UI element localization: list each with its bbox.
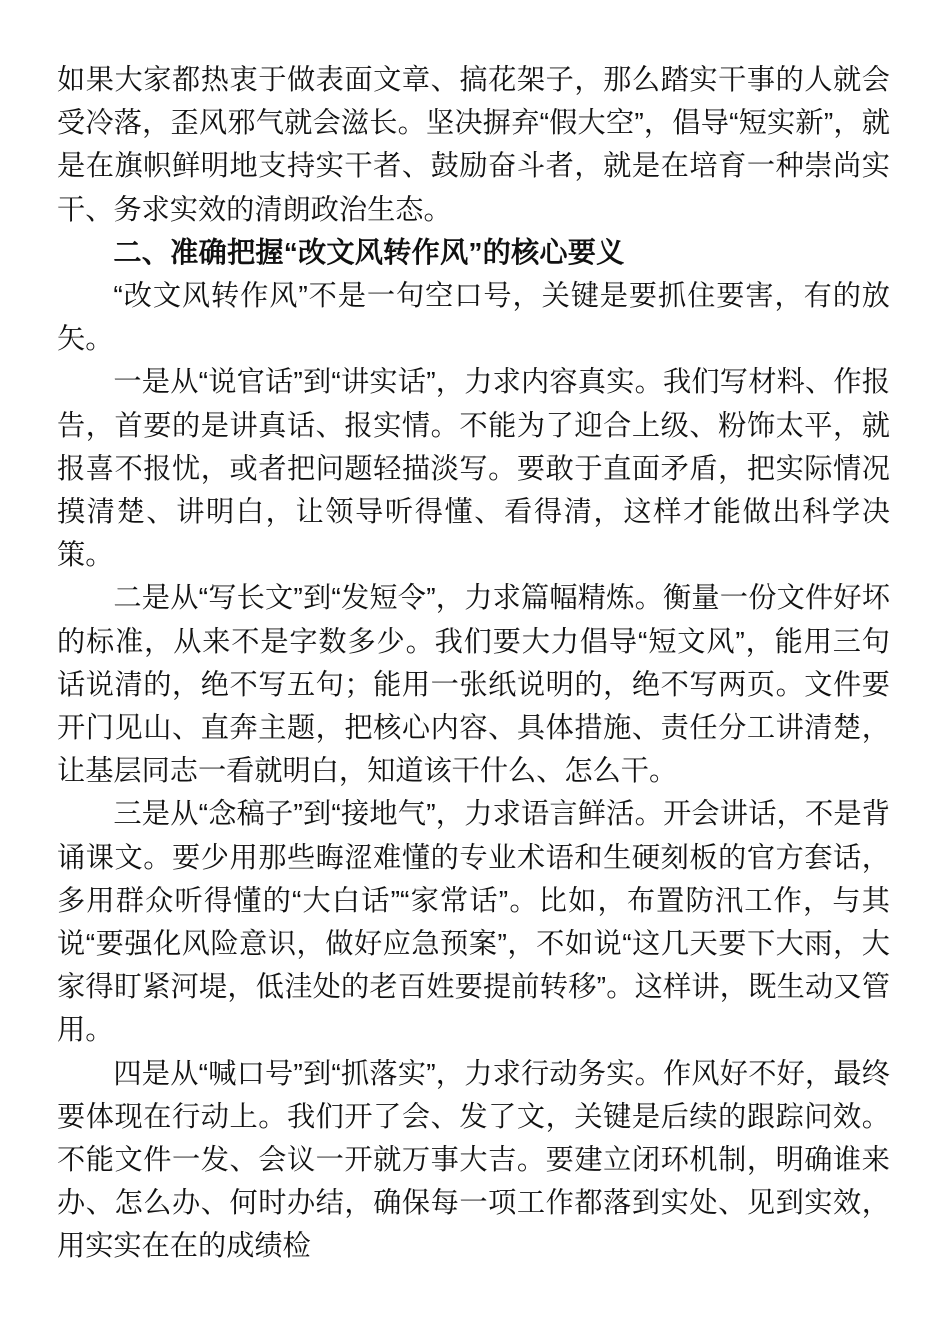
paragraph-point-two: 二是从“写长文”到“发短令”，力求篇幅精炼。衡量一份文件好坏的标准，从来不是字数多少。我们要大力倡导“短文风”，能用三句话说清的，绝不写五句；能用一张纸说明的，绝不写两页。文件要开门见山、直奔主题，把核心内容、具体措施、责任分工讲清楚，让基层同志一看就明白，知道该干什么、怎么干。 <box>57 581 890 787</box>
document-text-body <box>57 58 890 1268</box>
paragraph-intro: 如果大家都热衷于做表面文章、搞花架子，那么踏实干事的人就会受冷落，歪风邪气就会滋长。坚决摒弃“假大空”，倡导“短实新”，就是在旗帜鲜明地支持实干者、鼓励奋斗者，就是在培育一种崇尚实干、务求实效的清朗政治生态。 <box>57 63 890 225</box>
paragraph-section-lead: “改文风转作风”不是一句空口号，关键是要抓住要害，有的放矢。 <box>57 279 890 355</box>
paragraph-point-one: 一是从“说官话”到“讲实话”，力求内容真实。我们写材料、作报告，首要的是讲真话、报实情。不能为了迎合上级、粉饰太平，就报喜不报忧，或者把问题轻描淡写。要敢于直面矛盾，把实际情况摸清楚、讲明白，让领导听得懂、看得清，这样才能做出科学决策。 <box>57 365 890 571</box>
section-heading-two: 二、准确把握“改文风转作风”的核心要义 <box>113 235 625 268</box>
paragraph-point-three: 三是从“念稿子”到“接地气”，力求语言鲜活。开会讲话，不是背诵课文。要少用那些晦涩难懂的专业术语和生硬刻板的官方套话，多用群众听得懂的“大白话”“家常话”。比如，布置防汛工作，与其说“要强化风险意识，做好应急预案”，不如说“这几天要下大雨，大家得盯紧河堤，低洼处的老百姓要提前转移”。这样讲，既生动又管用。 <box>57 797 890 1046</box>
paragraph-point-four: 四是从“喊口号”到“抓落实”，力求行动务实。作风好不好，最终要体现在行动上。我们开了会、发了文，关键是后续的跟踪问效。不能文件一发、会议一开就万事大吉。要建立闭环机制，明确谁来办、怎么办、何时办结，确保每一项工作都落到实处、见到实效，用实实在在的成绩检 <box>57 1056 890 1262</box>
